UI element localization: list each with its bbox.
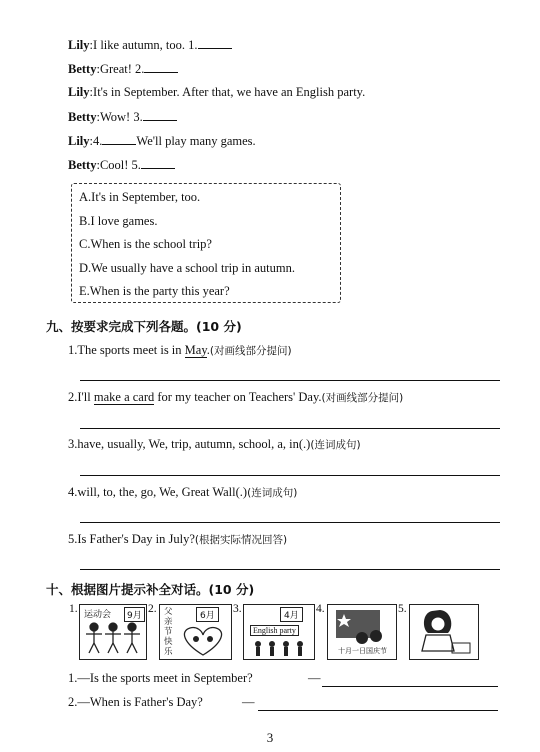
dialogue-line-2: Betty:Great! 2.: [68, 61, 178, 77]
question-text: .: [206, 343, 210, 357]
option-c: C.When is the school trip?: [79, 237, 212, 251]
page-number: 3: [266, 730, 274, 745]
option-a: A.It's in September, too.: [79, 190, 201, 204]
s9-question-3: [68, 437, 361, 452]
dialogue-text: I like autumn, too. 1.: [93, 38, 198, 52]
people-icon: [250, 639, 310, 657]
underlined-text: May: [184, 343, 207, 357]
answer-line-3[interactable]: [80, 475, 500, 476]
heart-icon: [178, 625, 228, 657]
s10-question-2: 2.—When is Father's Day?: [68, 695, 203, 709]
answer-line-1[interactable]: [80, 380, 500, 381]
instruction-note: (根据实际情况回答): [194, 534, 288, 546]
question-text: 4.will, to, the, go, We, Great Wall(.): [68, 485, 248, 499]
instruction-note: (对画线部分提问): [321, 392, 404, 404]
section-10-title: 十、根据图片提示补全对话。(10 分): [46, 582, 255, 597]
picture-number: 4.: [316, 603, 325, 615]
fathers-day-text: 父亲节快乐: [164, 607, 173, 657]
picture-number: 1.: [69, 603, 78, 615]
dialogue-text: Wow! 3.: [99, 110, 143, 124]
dialogue-line-6: Betty:Cool! 5.: [68, 157, 175, 173]
s9-question-4: [68, 485, 297, 500]
picture-caption: 十月一日国庆节: [338, 647, 387, 655]
dialogue-line-5: Lily:4. We'll play many games.: [68, 134, 256, 148]
dialogue-text-after: We'll play many games.: [136, 134, 256, 148]
speaker: Lily: [68, 38, 90, 52]
dialogue-text: Great! 2.: [99, 62, 145, 76]
answer-line-s10-1[interactable]: [322, 686, 498, 687]
answer-line-4[interactable]: [80, 522, 500, 523]
answer-line-2[interactable]: [80, 428, 500, 429]
picture-number: 3.: [233, 603, 242, 615]
calendar-month: 9月: [124, 607, 145, 622]
girl-writing-icon: [414, 607, 474, 657]
answer-line-s10-2[interactable]: [258, 710, 498, 711]
speaker: Betty: [68, 62, 97, 76]
flag-icon: [332, 608, 392, 646]
dialogue-text: 4.: [93, 134, 103, 148]
calendar-month: 6月: [196, 607, 219, 622]
dialogue-line-3: Lily:It's in September. After that, we have an English party.: [68, 85, 366, 99]
party-banner: English party: [250, 625, 299, 636]
dialogue-line-4: Betty:Wow! 3.: [68, 109, 177, 125]
s9-question-1: [68, 343, 292, 358]
instruction-note: (对画线部分提问): [209, 345, 292, 357]
dialogue-text: It's in September. After that, we have an English party.: [93, 85, 366, 99]
picture-national-day: [327, 604, 397, 660]
speaker: Lily: [68, 85, 90, 99]
picture-label: 运动会: [84, 610, 112, 620]
dash: —: [242, 695, 255, 709]
s9-question-2: [68, 390, 403, 405]
dialogue-line-1: Lily:I like autumn, too. 1.: [68, 37, 232, 53]
picture-number: 5.: [398, 603, 407, 615]
question-text: for my teacher on Teachers' Day.: [154, 390, 322, 404]
picture-number: 2.: [148, 603, 157, 615]
question-text: 2.I'll: [68, 390, 94, 404]
instruction-note: (连词成句): [247, 487, 298, 499]
s10-question-1: 1.—Is the sports meet in September?: [68, 671, 253, 685]
speaker: Betty: [68, 110, 97, 124]
s9-question-5: [68, 532, 287, 547]
option-e: E.When is the party this year?: [79, 284, 230, 298]
picture-making-card: [409, 604, 479, 660]
question-text: 5.Is Father's Day in July?: [68, 532, 195, 546]
picture-sports-meet: [79, 604, 147, 660]
answer-blank[interactable]: [141, 157, 175, 169]
answer-blank[interactable]: [144, 61, 178, 73]
speaker: Betty: [68, 158, 97, 172]
option-d: D.We usually have a school trip in autumn.: [79, 261, 295, 275]
options-box: [71, 183, 341, 303]
answer-blank[interactable]: [143, 109, 177, 121]
question-text: 3.have, usually, We, trip, autumn, school, a, in(.): [68, 437, 311, 451]
dialogue-text: Cool! 5.: [99, 158, 141, 172]
calendar-month: 4月: [280, 607, 303, 622]
answer-blank[interactable]: [102, 133, 136, 145]
instruction-note: (连词成句): [310, 439, 361, 451]
question-text: 1.The sports meet is in: [68, 343, 185, 357]
answer-line-5[interactable]: [80, 569, 500, 570]
underlined-text: make a card: [93, 390, 155, 404]
dash: —: [308, 671, 321, 685]
option-b: B.I love games.: [79, 214, 158, 228]
section-9-title: 九、按要求完成下列各题。(10 分): [46, 319, 242, 334]
children-icon: [82, 621, 144, 657]
picture-english-party: [243, 604, 315, 660]
speaker: Lily: [68, 134, 90, 148]
picture-fathers-day: [159, 604, 232, 660]
answer-blank[interactable]: [198, 37, 232, 49]
